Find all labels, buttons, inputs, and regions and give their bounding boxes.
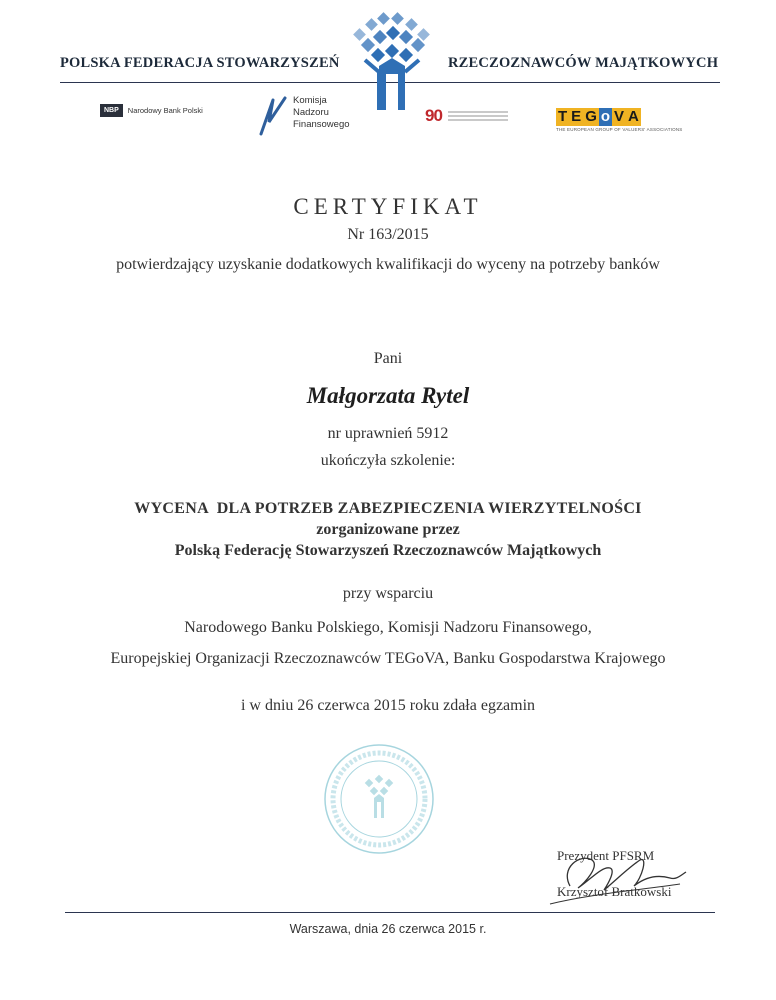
organized-by: zorganizowane przez	[316, 521, 460, 538]
licence-number: nr uprawnień 5912	[327, 425, 449, 442]
place-and-date: Warszawa, dnia 26 czerwca 2015 r.	[289, 922, 487, 936]
tegova-wordmark	[556, 108, 682, 126]
knf-line-2: Nadzoru	[293, 107, 329, 118]
tegova-letter: T	[558, 108, 568, 125]
tegova-tagline: THE EUROPEAN GROUP OF VALUERS' ASSOCIATIONS	[556, 127, 683, 132]
knf-line-1: Komisja	[293, 95, 327, 106]
nbp-badge: NBP	[100, 104, 123, 117]
knf-line-3: Finansowego	[293, 119, 350, 130]
tegova-letter: A	[628, 108, 639, 125]
completed-text: ukończyła szkolenie:	[320, 452, 456, 469]
supporters-line-1: Narodowego Banku Polskiego, Komisji Nadzoru Finansowego,	[184, 619, 592, 636]
supporters-line-2: Europejskiej Organizacji Rzeczoznawców TEGoVA, Banku Gospodarstwa Krajowego	[110, 650, 666, 667]
official-stamp-icon	[322, 742, 436, 856]
tegova-letter: G	[585, 108, 597, 125]
nbp-name: Narodowy Bank Polski	[127, 106, 203, 115]
certificate-number: Nr 163/2015	[347, 226, 429, 243]
salutation: Pani	[373, 350, 403, 367]
bgk-logo	[425, 106, 508, 126]
tegova-letter: E	[571, 108, 582, 125]
course-title: WYCENA DLA POTRZEB ZABEZPIECZENIA WIERZYTELNOŚCI	[134, 500, 642, 517]
nbp-logo	[100, 104, 203, 117]
signatory-role: Prezydent PFSRM	[557, 848, 655, 863]
footer-rule	[65, 912, 715, 913]
signatory-name: Krzysztof Bratkowski	[557, 884, 672, 899]
certificate-subtitle: potwierdzający uzyskanie dodatkowych kwalifikacji do wyceny na potrzeby banków	[116, 256, 660, 273]
bgk-text-lines	[448, 109, 508, 123]
exam-statement: i w dniu 26 czerwca 2015 roku zdała egzamin	[240, 697, 536, 714]
federation-name-right: RZECZOZNAWCÓW MAJĄTKOWYCH	[448, 55, 719, 71]
federation-name-left: POLSKA FEDERACJA STOWARZYSZEŃ	[60, 55, 340, 71]
knf-name	[293, 95, 350, 131]
recipient-name: Małgorzata Rytel	[306, 383, 470, 408]
tegova-logo	[556, 108, 682, 132]
tegova-letter: V	[614, 108, 625, 125]
certificate-title: CERTYFIKAT	[293, 194, 483, 219]
support-intro: przy wsparciu	[342, 585, 434, 602]
bgk-90-mark: 90	[425, 106, 442, 125]
tegova-letter: o	[600, 108, 611, 125]
organizer-name: Polską Federację Stowarzyszeń Rzeczoznawców Majątkowych	[174, 542, 602, 559]
